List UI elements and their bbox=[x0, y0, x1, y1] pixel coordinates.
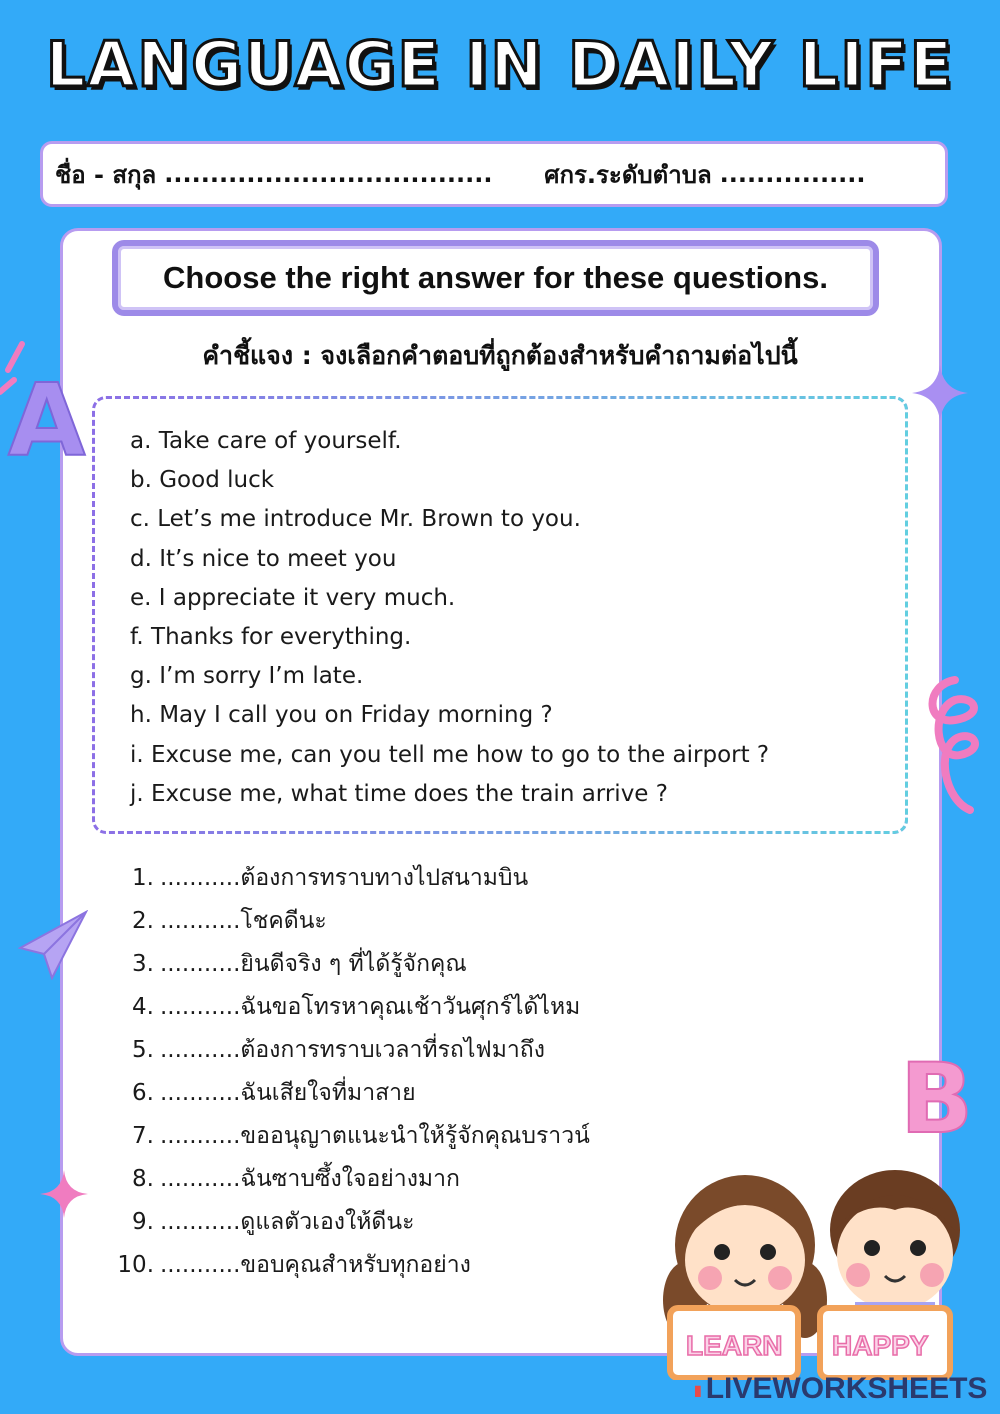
name-field[interactable]: .................................... bbox=[164, 160, 493, 188]
center-field[interactable]: ................ bbox=[719, 160, 866, 188]
question-number: 3. bbox=[132, 951, 154, 977]
question-row bbox=[104, 857, 744, 900]
option-f: f. Thanks for everything. bbox=[130, 623, 412, 650]
option-g: g. I’m sorry I’m late. bbox=[130, 663, 364, 690]
option-d: d. It’s nice to meet you bbox=[130, 545, 397, 572]
question-row bbox=[104, 1115, 744, 1158]
answer-blank[interactable]: ........... bbox=[160, 865, 241, 891]
option-e: e. I appreciate it very much. bbox=[130, 584, 456, 611]
question-number: 1. bbox=[132, 865, 154, 891]
svg-text:A: A bbox=[8, 362, 86, 470]
paper-plane-icon bbox=[18, 910, 88, 980]
option-a: a. Take care of yourself. bbox=[130, 428, 402, 454]
question-number: 4. bbox=[132, 994, 154, 1020]
question-row bbox=[104, 1244, 744, 1287]
answer-blank[interactable]: ........... bbox=[160, 1123, 241, 1149]
options-list bbox=[130, 422, 890, 814]
liveworksheets-logo[interactable] bbox=[694, 1372, 987, 1406]
name-label: ชื่อ - สกุล bbox=[55, 160, 157, 189]
swirl-icon bbox=[915, 670, 995, 820]
question-text: ต้องการทราบเวลาที่รถไฟมาถึง bbox=[240, 1037, 545, 1063]
instructions-thai: คำชี้แจง : จงเลือกคำตอบที่ถูกต้องสำหรับคำถามต่อไปนี้ bbox=[202, 341, 798, 370]
answer-blank[interactable]: ........... bbox=[160, 1166, 241, 1192]
question-text: ฉันขอโทรหาคุณเช้าวันศุกร์ได้ไหม bbox=[240, 994, 581, 1020]
question-row bbox=[104, 1201, 744, 1244]
question-row bbox=[104, 986, 744, 1029]
question-text: ขอบคุณสำหรับทุกอย่าง bbox=[240, 1252, 471, 1278]
question-row bbox=[104, 1072, 744, 1115]
answer-blank[interactable]: ........... bbox=[160, 1037, 241, 1063]
answer-blank[interactable]: ........... bbox=[160, 1209, 241, 1235]
question-number: 6. bbox=[132, 1080, 154, 1106]
question-number: 5. bbox=[132, 1037, 154, 1063]
svg-text:B: B bbox=[900, 1043, 974, 1150]
svg-text:LEARN: LEARN bbox=[686, 1330, 783, 1361]
option-j: j. Excuse me, what time does the train arrive ? bbox=[130, 780, 668, 807]
option-c: c. Let’s me introduce Mr. Brown to you. bbox=[130, 506, 581, 533]
question-number: 7. bbox=[132, 1123, 154, 1149]
question-number: 9. bbox=[132, 1209, 154, 1235]
question-text: ฉันเสียใจที่มาสาย bbox=[240, 1080, 416, 1106]
instructions-heading: Choose the right answer for these questions. bbox=[112, 240, 879, 316]
option-i: i. Excuse me, can you tell me how to go to the airport ? bbox=[130, 741, 770, 768]
answer-blank[interactable]: ........... bbox=[160, 951, 241, 977]
answer-blank[interactable]: ........... bbox=[160, 994, 241, 1020]
question-number: 10. bbox=[117, 1252, 154, 1278]
question-row bbox=[104, 1029, 744, 1072]
svg-text:HAPPY: HAPPY bbox=[832, 1330, 929, 1361]
option-b: b. Good luck bbox=[130, 467, 275, 494]
question-text: ฉันซาบซึ้งใจอย่างมาก bbox=[240, 1166, 460, 1192]
question-text: โชคดีนะ bbox=[240, 908, 327, 934]
question-number: 2. bbox=[132, 908, 154, 934]
question-text: ยินดีจริง ๆ ที่ได้รู้จักคุณ bbox=[240, 951, 467, 977]
answer-blank[interactable]: ........... bbox=[160, 1080, 241, 1106]
page-title: LANGUAGE IN DAILY LIFE bbox=[45, 28, 955, 101]
question-row bbox=[104, 1158, 744, 1201]
answer-blank[interactable]: ........... bbox=[160, 1252, 241, 1278]
question-text: ขออนุญาตแนะนำให้รู้จักคุณบราวน์ bbox=[240, 1123, 590, 1149]
logo-mark-icon: ▮ bbox=[694, 1381, 702, 1398]
question-row bbox=[104, 943, 744, 986]
center-label: ศกร.ระดับตำบล bbox=[544, 160, 712, 189]
question-text: ดูแลตัวเองให้ดีนะ bbox=[240, 1209, 415, 1235]
question-text: ต้องการทราบทางไปสนามบิน bbox=[240, 865, 529, 891]
name-bar bbox=[40, 141, 948, 207]
option-h: h. May I call you on Friday morning ? bbox=[130, 702, 553, 729]
questions-list bbox=[104, 857, 744, 1287]
pink-sparkle-icon bbox=[40, 1170, 88, 1218]
answer-blank[interactable]: ........... bbox=[160, 908, 241, 934]
question-row bbox=[104, 900, 744, 943]
question-number: 8. bbox=[132, 1166, 154, 1192]
logo-text: LIVEWORKSHEETS bbox=[705, 1372, 988, 1405]
